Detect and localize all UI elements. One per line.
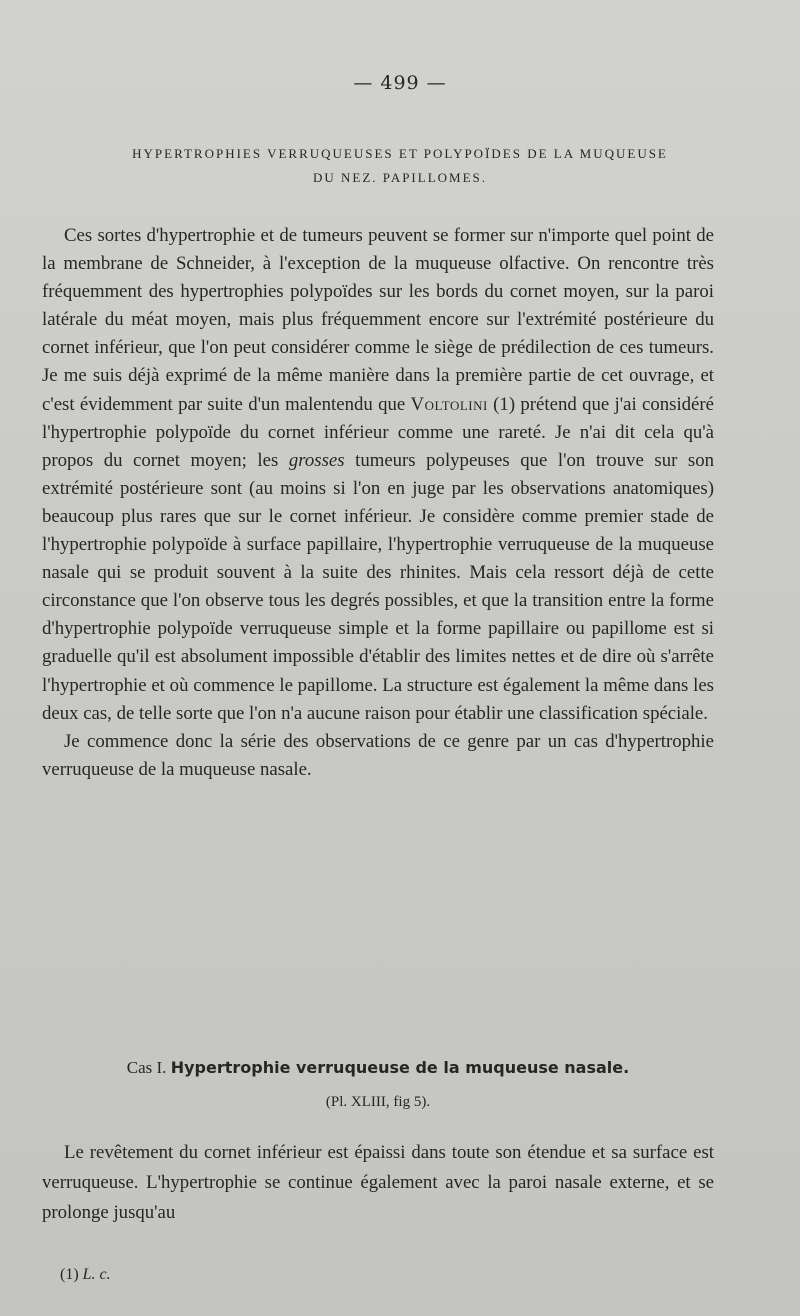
case-title: Hypertrophie verruqueuse de la muqueuse nasale.: [170, 1058, 630, 1077]
paragraph-1-mid: (1) prétend que j'ai considéré l'hypertrophie polypoïde du cornet inférieur comme une rareté. Je n'ai dit cela qu'à propos du cornet moyen; les: [42, 393, 714, 471]
paragraph-2: Je commence donc la série des observations de ce genre par un cas d'hypertrophie verruqueuse de la muqueuse nasale.: [42, 730, 714, 780]
body-text: [42, 222, 714, 784]
emphasis-word: grosses: [288, 449, 345, 471]
case-paragraph: Le revêtement du cornet inférieur est épaissi dans toute son étendue et sa surface est verruqueuse. L'hypertrophie se continue également avec la paroi nasale externe, et se prolonge jusqu'au: [42, 1142, 714, 1223]
section-title-line-2: DU NEZ. PAPILLOMES.: [312, 170, 488, 185]
footnote-marker: (1): [60, 1266, 79, 1283]
author-name: Voltolini: [410, 393, 488, 415]
case-heading: [42, 1058, 714, 1078]
footnote-text: L. c.: [82, 1266, 111, 1283]
page-number: — 499 —: [353, 72, 447, 94]
case-label: Cas I.: [126, 1058, 167, 1077]
paragraph-1-start: Ces sortes d'hypertrophie et de tumeurs peuvent se former sur n'importe quel point de la membrane de Schneider, à l'exception de la muqueuse olfactive. On rencontre très fréquemment des hypertrophies polypoïdes sur les bords du cornet moyen, sur la paroi latérale du méat moyen, mais plus fréquemment encore sur l'extrémité postérieure du cornet inférieur, que l'on peut considérer comme le siège de prédilection de ces tumeurs. Je me suis déjà exprimé de la même manière dans la première partie de cet ouvrage, et c'est évidemment par suite d'un malentendu que: [42, 225, 714, 415]
paragraph-1: [42, 222, 714, 728]
paragraph-1-end: tumeurs polypeuses que l'on trouve sur son extrémité postérieure sont (au moins si l'on en juge par les observations anatomiques) beaucoup plus rares que sur le cornet inférieur. Je considère comme premier stade de l'hypertrophie polypoïde à surface papillaire, l'hypertrophie verruqueuse de la muqueuse nasale qui se produit souvent à la suite des rhinites. Mais cela ressort déjà de cette circonstance que l'on observe tous les degrés possibles, et que la transition entre la forme d'hypertrophie polypoïde verruqueuse simple et la forme papillaire ou papillome est si graduelle qu'il est absolument impossible d'établir des limites nettes et de dire où s'arrête l'hypertrophie et où commence le papillome. La structure est également la même dans les deux cas, de telle sorte que l'on n'a aucune raison pour établir une classification spéciale.: [42, 449, 714, 724]
section-title: [60, 142, 740, 190]
section-title-line-1: HYPERTROPHIES VERRUQUEUSES ET POLYPOÏDES DE LA MUQUEUSE: [132, 146, 668, 161]
footnote: [60, 1266, 111, 1284]
case-text: [42, 1138, 714, 1228]
case-reference: (Pl. XLIII, fig 5).: [325, 1094, 431, 1110]
